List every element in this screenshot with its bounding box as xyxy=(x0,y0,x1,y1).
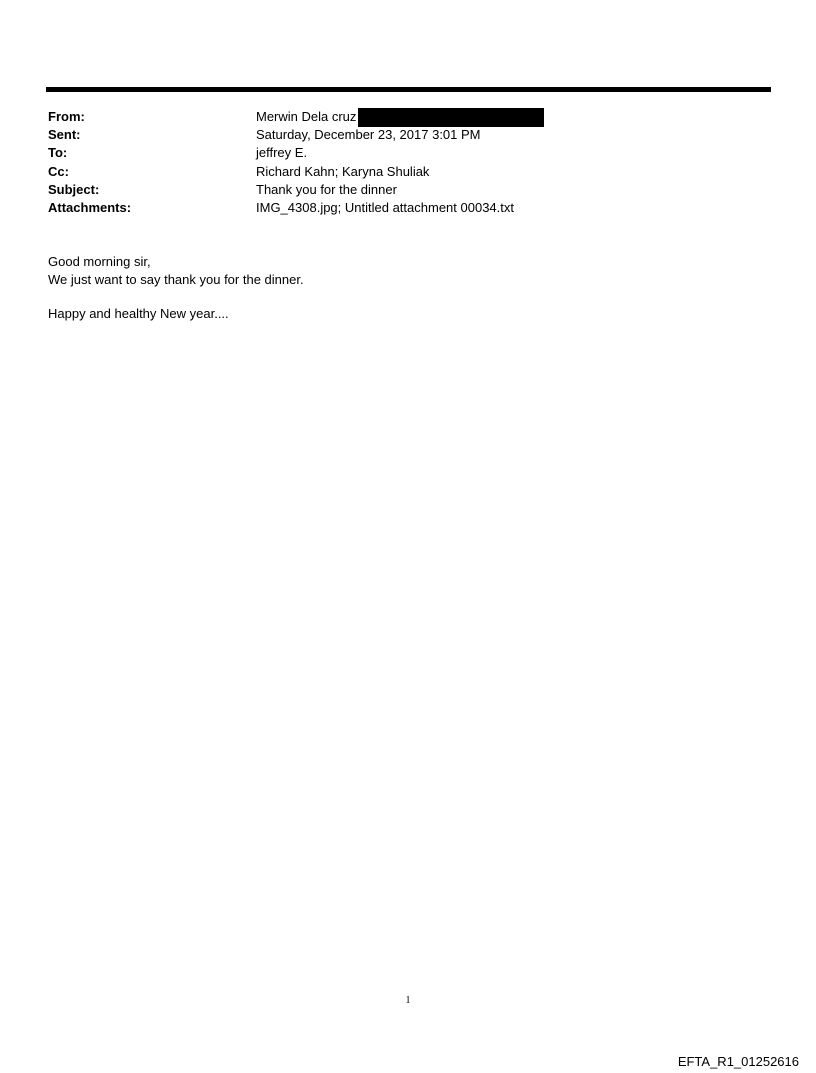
email-body xyxy=(48,253,768,323)
attachments-row xyxy=(48,199,768,217)
to-row xyxy=(48,144,768,162)
page-number: 1 xyxy=(405,995,411,1006)
thanks-line: We just want to say thank you for the dinner. xyxy=(48,272,304,287)
redaction-box xyxy=(358,108,544,127)
sent-row xyxy=(48,126,768,144)
closing-line: Happy and healthy New year.... xyxy=(48,306,229,321)
email-header xyxy=(48,108,768,217)
cc-value: Richard Kahn; Karyna Shuliak xyxy=(256,163,430,179)
cc-label: Cc: xyxy=(48,163,69,179)
from-value xyxy=(256,108,544,127)
sent-value: Saturday, December 23, 2017 3:01 PM xyxy=(256,127,481,143)
document-id: EFTA_R1_01252616 xyxy=(677,1054,799,1069)
subject-value: Thank you for the dinner xyxy=(256,181,397,197)
cc-row xyxy=(48,163,768,181)
greeting-line: Good morning sir, xyxy=(48,254,151,269)
subject-row xyxy=(48,181,768,199)
sent-label: Sent: xyxy=(48,127,81,143)
attachments-value: IMG_4308.jpg; Untitled attachment 00034.txt xyxy=(256,199,514,215)
to-label: To: xyxy=(48,145,68,161)
subject-label: Subject: xyxy=(48,181,100,197)
to-value: jeffrey E. xyxy=(256,145,308,161)
attachments-label: Attachments: xyxy=(48,199,132,215)
from-row xyxy=(48,108,768,126)
header-divider xyxy=(46,87,771,92)
sender-name: Merwin Dela cruz xyxy=(256,109,357,124)
from-label: From: xyxy=(48,109,85,124)
paragraph-gap xyxy=(48,289,768,305)
